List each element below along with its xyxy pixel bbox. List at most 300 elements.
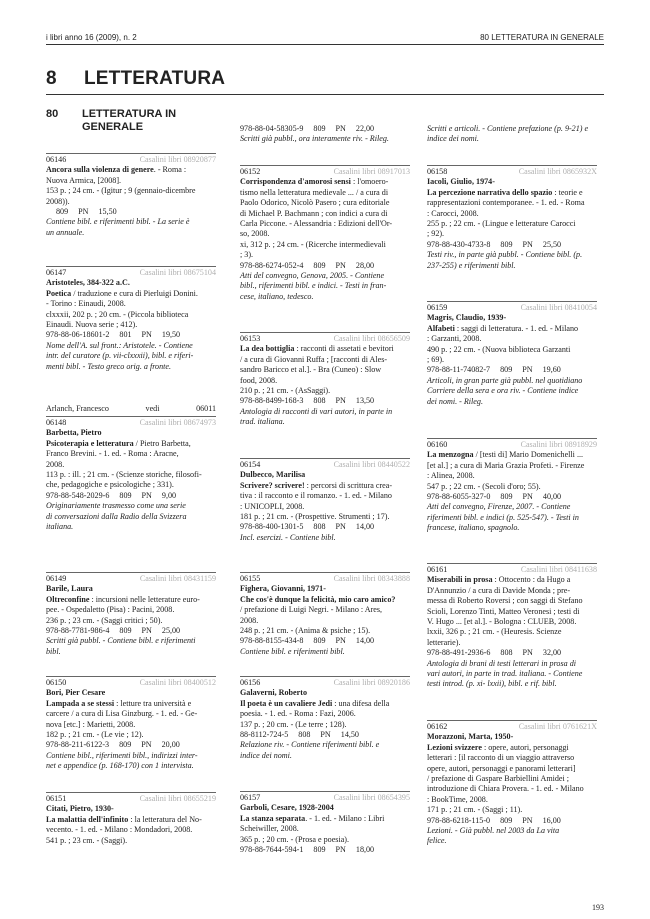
entry-note: Incl. esercizi. - Contiene bibl.	[240, 532, 336, 542]
casalini-code: Casalini libri 08654395	[333, 793, 410, 802]
entry-id-line	[240, 574, 410, 584]
isbn: 978-88-8499-168-3	[240, 396, 304, 406]
casalini-code: Casalini libri 0865932X	[518, 167, 597, 176]
entry-text: : Carocci, 2008.	[427, 208, 479, 218]
isbn-line	[46, 626, 216, 636]
entry-note: Lezioni. - Già pubbl. nel 2003 da La vita	[427, 826, 560, 836]
price: 13,50	[355, 396, 375, 406]
entry-text: 153 p. ; 24 cm. - (Igitur ; 9 (gennaio-dicembre	[46, 186, 196, 196]
entry-id-line	[240, 167, 410, 177]
isbn-line	[427, 648, 597, 658]
entry-text: rappresentazioni contemporanee. - 1. ed. - Roma	[427, 198, 585, 208]
entry-text: : Alinea, 2008.	[427, 471, 475, 481]
entry-line	[240, 177, 410, 187]
section-title	[46, 108, 226, 134]
entry-line	[240, 344, 410, 354]
format-code: PN	[141, 740, 152, 750]
entry-number: 06157	[240, 793, 261, 802]
entry-id-line	[46, 574, 216, 584]
entry-line	[427, 313, 597, 323]
entry-note: dei nomi. - Rileg.	[427, 396, 483, 406]
isbn: 978-88-400-1301-5	[240, 522, 304, 532]
entry-line	[46, 730, 216, 740]
entry-text: opere, autori, personaggi e panorami letterari]	[427, 763, 576, 773]
entry-line	[427, 784, 597, 794]
entry-text: / traduzione e cura di Pierluigi Donini.	[71, 288, 198, 298]
entry-heading: Barile, Laura	[46, 584, 93, 594]
entry-text: / Pietro Barbetta,	[133, 438, 191, 448]
entry-note: Atti del convegno, Genova, 2005. - Contiene	[240, 271, 385, 281]
entry-number: 06155	[240, 574, 261, 583]
format-code: PN	[141, 330, 152, 340]
entry-line	[240, 219, 410, 229]
entry-text: 2008.	[46, 459, 65, 469]
entry-text: letterari : [il racconto di un viaggio attraverso	[427, 753, 575, 763]
entry-line	[46, 804, 216, 814]
entry-text: carcere / a cura di Lisa Ginzburg. - 1. ed. - Ge-	[46, 709, 198, 719]
entry-line	[427, 638, 597, 648]
price: 25,50	[542, 239, 562, 249]
entry-line	[427, 743, 597, 753]
entry-id-line	[46, 794, 216, 804]
entry-line	[240, 250, 410, 260]
entry-rule	[240, 332, 410, 333]
entry-heading: Alfabeti	[427, 323, 455, 333]
entry-06151	[46, 792, 216, 846]
section-number: 80	[46, 108, 59, 120]
entry-rule	[240, 572, 410, 573]
entry-number: 06160	[427, 440, 448, 449]
entry-line	[46, 720, 216, 730]
entry-note: indice dei nomi.	[240, 750, 292, 760]
entry-heading: Garboli, Cesare, 1928-2004	[240, 803, 334, 813]
entry-number: 06150	[46, 678, 67, 687]
entry-heading: La dea bottiglia	[240, 344, 295, 354]
isbn-line	[46, 207, 216, 217]
entry-line	[46, 197, 216, 207]
note: Scritti già pubbl., ora interamente riv. - Rileg.	[240, 134, 389, 144]
entry-line	[240, 365, 410, 375]
casalini-code: Casalini libri 08410054	[520, 303, 597, 312]
format-code: PN	[141, 490, 152, 500]
entry-text: : BookTime, 2008.	[427, 794, 488, 804]
entry-text: poesia. - 1. ed. - Roma : Fazi, 2006.	[240, 709, 356, 719]
entry-text: ; 92).	[427, 229, 445, 239]
format-code: PN	[78, 207, 89, 217]
entry-heading: Miserabili in prosa	[427, 575, 493, 585]
entry-text: : incursioni nelle letterature euro-	[89, 594, 200, 604]
entry-number: 06158	[427, 167, 448, 176]
entry-line	[427, 229, 597, 239]
entry-note: Relazione riv. - Contiene riferimenti bibl. e	[240, 740, 380, 750]
entry-text: sandro Baricco et al.]. - Bra (Cuneo) : Slow	[240, 365, 382, 375]
entry-06162	[427, 720, 597, 847]
entry-note: Testi riv., in parte già pubbl. - Contiene bibl. (p.	[427, 250, 583, 260]
price: 32,00	[542, 648, 562, 658]
entry-note: Contiene bibl. e riferimenti bibl.	[240, 646, 345, 656]
isbn-line	[240, 636, 410, 646]
entry-heading: Lampada a se stessi	[46, 698, 115, 708]
entry-id-line	[46, 268, 216, 278]
entry-note: Antologia di racconti di vari autori, in parte in	[240, 406, 393, 416]
entry-text: che, pedagogiche e psicologiche ; 331).	[46, 480, 174, 490]
entry-text: V. Hugo ... [et al.]. - Bologna : CLUEB, 2008.	[427, 617, 577, 627]
isbn-line	[240, 261, 410, 271]
entry-line	[240, 481, 410, 491]
entry-text: : saggi di letteratura. - 1. ed. - Milano	[454, 323, 579, 333]
entry-id-line	[427, 167, 597, 177]
entry-heading: La malattia dell'infinito	[46, 814, 129, 824]
price: 15,50	[98, 207, 117, 217]
entry-note: Articoli, in gran parte già pubbl. nel quotidiano	[427, 375, 583, 385]
entry-text: 255 p. ; 22 cm. - (Lingue e letterature Carocci	[427, 219, 576, 229]
entry-text: 2008)).	[46, 196, 70, 206]
casalini-code: Casalini libri 08440522	[333, 460, 410, 469]
entry-text: 547 p. ; 22 cm. - (Secoli d'oro; 55).	[427, 481, 541, 491]
continued-note: Scritti e articoli. - Contiene prefazione (p. 9-21) e indice dei nomi.	[427, 124, 589, 144]
entry-text: 248 p. ; 21 cm. - (Anima & psiche ; 15).	[240, 626, 371, 636]
entry-rule	[240, 676, 410, 677]
entry-06157	[240, 791, 410, 855]
format-code: PN	[335, 396, 346, 406]
entry-text: Carla Piccone. - Alessandria : Edizioni dell'Or-	[240, 219, 393, 229]
isbn: 978-88-6218-115-0	[427, 815, 491, 825]
entry-text: food, 2008.	[240, 375, 278, 385]
entry-id-line	[427, 565, 597, 575]
entry-line	[46, 186, 216, 196]
entry-heading: Barbetta, Pietro	[46, 428, 102, 438]
entry-rule	[46, 266, 216, 267]
isbn-line	[427, 240, 597, 250]
entry-line	[46, 584, 216, 594]
entry-text: xi, 312 p. ; 24 cm. - (Ricerche intermedievali	[240, 239, 386, 249]
entry-number: 06151	[46, 794, 67, 803]
isbn-line	[46, 491, 216, 501]
entry-line	[427, 324, 597, 334]
entry-06152	[240, 165, 410, 302]
entry-text: introduzione di Chiara Provera. - 1. ed. - Milano	[427, 784, 584, 794]
isbn-line	[46, 740, 216, 750]
entry-text: / prefazione di Gaspare Barbiellini Amidei ;	[427, 774, 570, 784]
format-code: PN	[335, 260, 346, 270]
entry-line	[240, 824, 410, 834]
entry-note: intr. del curatore (p. vii-clxxxii), bibl. e riferi-	[46, 351, 194, 361]
entry-line	[240, 803, 410, 813]
entry-number: 06153	[240, 334, 261, 343]
entry-id-line	[240, 334, 410, 344]
entry-note: Antologia di brani di testi letterari in prosa di	[427, 658, 576, 668]
dewey-code: 809	[56, 207, 69, 217]
entry-text: : percorsi di scrittura crea-	[304, 480, 393, 490]
entry-line	[427, 617, 597, 627]
entry-line	[427, 461, 597, 471]
entry-heading: Bori, Pier Cesare	[46, 688, 106, 698]
dewey-code: 809	[500, 492, 513, 502]
entry-line	[240, 376, 410, 386]
entry-heading: La percezione narrativa dello spazio	[427, 187, 553, 197]
entry-06161	[427, 563, 597, 690]
casalini-code: Casalini libri 08917013	[333, 167, 410, 176]
entry-text: Scioli, Lorenzo Tinti, Matteo Veronesi ; testi di	[427, 606, 580, 616]
entry-number: 06156	[240, 678, 261, 687]
format-code: PN	[522, 815, 533, 825]
entry-line	[427, 209, 597, 219]
entry-06154	[240, 458, 410, 543]
entry-line	[46, 289, 216, 299]
entry-line	[46, 176, 216, 186]
entry-id-line	[427, 303, 597, 313]
entry-line	[240, 386, 410, 396]
entry-text: Paolo Odorico, Nicolò Pasero ; cura editoriale	[240, 198, 390, 208]
entry-heading: Galaverni, Roberto	[240, 688, 307, 698]
isbn: 978-88-8155-434-8	[240, 636, 304, 646]
running-header-left: i libri anno 16 (2009), n. 2	[46, 33, 137, 42]
casalini-code: Casalini libri 0761621X	[518, 722, 597, 731]
entry-id-line	[427, 440, 597, 450]
entry-text: 171 p. ; 21 cm. - (Saggi ; 11).	[427, 805, 523, 815]
casalini-code: Casalini libri 08674973	[139, 418, 216, 427]
entry-heading: Magris, Claudio, 1939-	[427, 313, 507, 323]
entry-line	[427, 334, 597, 344]
entry-note: bibl.	[46, 646, 61, 656]
price: 19,60	[542, 365, 561, 375]
entry-text: : una difesa della	[332, 698, 390, 708]
entry-line	[46, 699, 216, 709]
entry-heading: Morazzoni, Marta, 1950-	[427, 732, 514, 742]
entry-note: Scritti già pubbl. - Contiene bibl. e riferimenti	[46, 636, 196, 646]
entry-line	[240, 229, 410, 239]
entry-number: 06162	[427, 722, 448, 731]
dewey-code: 809	[313, 845, 326, 855]
entry-text: ; 3).	[240, 250, 254, 260]
entry-note: bibl., riferimenti bibl. e indici. - Testi in fran-	[240, 281, 387, 291]
entry-text: 541 p. ; 23 cm. - (Saggi).	[46, 835, 128, 845]
format-code: PN	[522, 365, 533, 375]
dewey-code: 808	[313, 396, 326, 406]
entry-line	[46, 460, 216, 470]
price: 19,50	[161, 330, 181, 340]
entry-note: cese, italiano, tedesco.	[240, 291, 314, 301]
entry-line	[427, 586, 597, 596]
entry-text: tiva : il racconto e il romanzo. - 1. ed. - Milano	[240, 491, 392, 501]
entry-line	[240, 605, 410, 615]
entry-text: lxxii, 326 p. ; 21 cm. - (Heuresis. Scienze	[427, 627, 562, 637]
format-code: PN	[335, 522, 346, 532]
entry-heading: La stanza separata	[240, 813, 306, 823]
entry-id-line	[240, 793, 410, 803]
isbn: 978-88-491-2936-6	[427, 648, 491, 658]
entry-note: felice.	[427, 836, 447, 846]
entry-heading: Lezioni svizzere	[427, 742, 482, 752]
casalini-code: Casalini libri 08656509	[333, 334, 410, 343]
isbn: 978-88-6274-052-4	[240, 260, 304, 270]
entry-line	[427, 188, 597, 198]
entry-line	[427, 355, 597, 365]
entry-06158	[427, 165, 597, 271]
chapter-number: 8	[46, 68, 57, 89]
entry-06149	[46, 572, 216, 657]
entry-line	[427, 450, 597, 460]
casalini-code: Casalini libri 08920877	[139, 155, 216, 164]
entry-id-line	[240, 460, 410, 470]
entry-text: D'Annunzio / a cura di Davide Monda ; pre-	[427, 585, 571, 595]
entry-rule	[427, 301, 597, 302]
price: 14,50	[340, 730, 359, 740]
entry-id-line	[46, 418, 216, 428]
entry-line	[240, 188, 410, 198]
isbn-line	[427, 492, 597, 502]
price: 25,00	[161, 626, 181, 636]
entry-text: : opere, autori, personaggi	[481, 742, 569, 752]
entry-note: net e appendice (p. 168-170) con 1 intervista.	[46, 761, 194, 771]
entry-line	[427, 764, 597, 774]
entry-rule	[46, 572, 216, 573]
isbn-line	[240, 396, 410, 406]
entry-text: messa di Roberto Roversi ; con saggi di Stefano	[427, 596, 583, 606]
chapter-rule	[46, 94, 604, 95]
entry-line	[240, 355, 410, 365]
entry-text: : la letteratura del No-	[128, 814, 202, 824]
entry-line	[240, 198, 410, 208]
entry-heading: Corrispondenza d'amorosi sensi	[240, 177, 351, 187]
continued-entry	[240, 124, 410, 145]
price: 18,00	[355, 845, 375, 855]
entry-text: letterarie).	[427, 637, 461, 647]
entry-line	[46, 299, 216, 309]
entry-line	[427, 471, 597, 481]
entry-line	[46, 688, 216, 698]
entry-note: di conversazioni dalla Radio della Svizzera	[46, 511, 187, 521]
entry-text: 137 p. ; 20 cm. - (Le terre ; 128).	[240, 719, 347, 729]
entry-06146	[46, 153, 216, 238]
entry-text: Franco Brevini. - 1. ed. - Roma : Aracne,	[46, 449, 179, 459]
isbn: 978-88-7781-986-4	[46, 626, 110, 636]
entry-text: . - Roma :	[153, 165, 187, 175]
entry-text: : teorie e	[552, 187, 583, 197]
price: 16,00	[542, 815, 561, 825]
entry-note: riferimenti bibl. e indici (p. 525-547). - Testi in	[427, 512, 579, 522]
entry-text: : Ottocento : da Hugo a	[492, 575, 571, 585]
entry-line	[240, 470, 410, 480]
isbn-line	[240, 845, 410, 855]
running-header-right: 80 LETTERATURA IN GENERALE	[480, 33, 604, 42]
entry-line	[427, 482, 597, 492]
format-code: PN	[320, 730, 331, 740]
entry-text: 182 p. ; 21 cm. - (Le vie ; 12).	[46, 730, 144, 740]
isbn-line	[427, 365, 597, 375]
dewey-code: 808	[313, 522, 326, 532]
entry-id-line	[240, 678, 410, 688]
entry-heading: Citati, Pietro, 1930-	[46, 804, 114, 814]
entry-line	[240, 491, 410, 501]
entry-line	[46, 709, 216, 719]
see-vedi: vedi	[145, 404, 160, 413]
entry-id-line	[46, 678, 216, 688]
entry-heading: Ancora sulla violenza di genere	[46, 165, 154, 175]
entry-note: Contiene bibl. e riferimenti bibl. - La serie è	[46, 217, 190, 227]
dewey-code: 809	[500, 365, 513, 375]
entry-line	[46, 320, 216, 330]
dewey-code: 801	[119, 330, 132, 340]
entry-line	[240, 502, 410, 512]
entry-line	[46, 428, 216, 438]
entry-heading: Il poeta è un cavaliere Jedi	[240, 698, 333, 708]
entry-line	[240, 720, 410, 730]
isbn-line: 978-88-04-58305-9 809 PN 22,00	[240, 124, 375, 133]
entry-note: Corriere della sera e ora riv. - Contiene indice	[427, 386, 579, 396]
entry-number: 06147	[46, 268, 67, 277]
entry-text: vecento. - 1. ed. - Milano : Mondadori, 2008.	[46, 825, 193, 835]
format-code: PN	[522, 239, 533, 249]
entry-text: 490 p. ; 22 cm. - (Nuova biblioteca Garzanti	[427, 344, 571, 354]
see-reference	[46, 404, 216, 413]
entry-heading: Aristoteles, 384-322 a.C.	[46, 278, 130, 288]
entry-text: 2008.	[240, 615, 259, 625]
format-code: PN	[522, 648, 533, 658]
casalini-code: Casalini libri 08431159	[139, 574, 216, 583]
entry-heading: La menzogna	[427, 450, 474, 460]
chapter-name: LETTERATURA	[84, 68, 226, 89]
isbn: 88-8112-724-5	[240, 730, 289, 740]
entry-note: Contiene bibl., riferimenti bibl., indirizzi inter-	[46, 750, 198, 760]
isbn: 978-88-06-18601-2	[46, 330, 110, 340]
entry-id-line	[427, 722, 597, 732]
entry-heading: Dulbecco, Marilisa	[240, 470, 306, 480]
entry-line	[46, 439, 216, 449]
entry-number: 06159	[427, 303, 448, 312]
entry-line	[240, 512, 410, 522]
entry-line	[427, 753, 597, 763]
entry-rule	[427, 563, 597, 564]
entry-rule	[240, 791, 410, 792]
entry-line	[240, 814, 410, 824]
entry-text: : UNICOPLI, 2008.	[240, 501, 305, 511]
price: 28,00	[355, 260, 375, 270]
dewey-code: 809	[313, 636, 326, 646]
entry-line	[427, 607, 597, 617]
section-name: LETTERATURA IN GENERALE	[82, 108, 177, 133]
entry-rule	[46, 676, 216, 677]
entry-line	[46, 310, 216, 320]
entry-number: 06146	[46, 155, 67, 164]
entry-text: Scheiwiller, 2008.	[240, 824, 299, 834]
entry-line	[240, 709, 410, 719]
entry-line	[427, 732, 597, 742]
entry-line	[240, 688, 410, 698]
isbn-line	[240, 730, 410, 740]
entry-text: : letture tra università e	[114, 698, 192, 708]
isbn-line	[240, 522, 410, 532]
entry-rule	[427, 438, 597, 439]
entry-line	[46, 836, 216, 846]
entry-line	[240, 584, 410, 594]
entry-06147	[46, 266, 216, 372]
entry-text: 113 p. : ill. ; 21 cm. - (Scienze storiche, filosofi-	[46, 470, 202, 480]
entry-rule	[46, 416, 216, 417]
entry-note: Atti del convegno, Firenze, 2007. - Contiene	[427, 502, 571, 512]
entry-text: [et al.] ; a cura di Maria Grazia Profeti. - Firenze	[427, 460, 585, 470]
entry-note: testi introd. (p. xi- lxxii), bibl. e rif. bibl.	[427, 679, 557, 689]
entry-line	[46, 165, 216, 175]
entry-text: tismo nella letteratura medievale ... / a cura di	[240, 187, 389, 197]
entry-line	[427, 219, 597, 229]
entry-text: clxxxii, 202 p. ; 20 cm. - (Piccola biblioteca	[46, 309, 189, 319]
entry-text: 365 p. ; 20 cm. - (Prosa e poesia).	[240, 834, 350, 844]
entry-text: 181 p. ; 21 cm. - (Prospettive. Strumenti ; 17).	[240, 512, 390, 522]
entry-rule	[240, 165, 410, 166]
entry-text: nova [etc.] : Marietti, 2008.	[46, 719, 136, 729]
entry-rule	[46, 792, 216, 793]
